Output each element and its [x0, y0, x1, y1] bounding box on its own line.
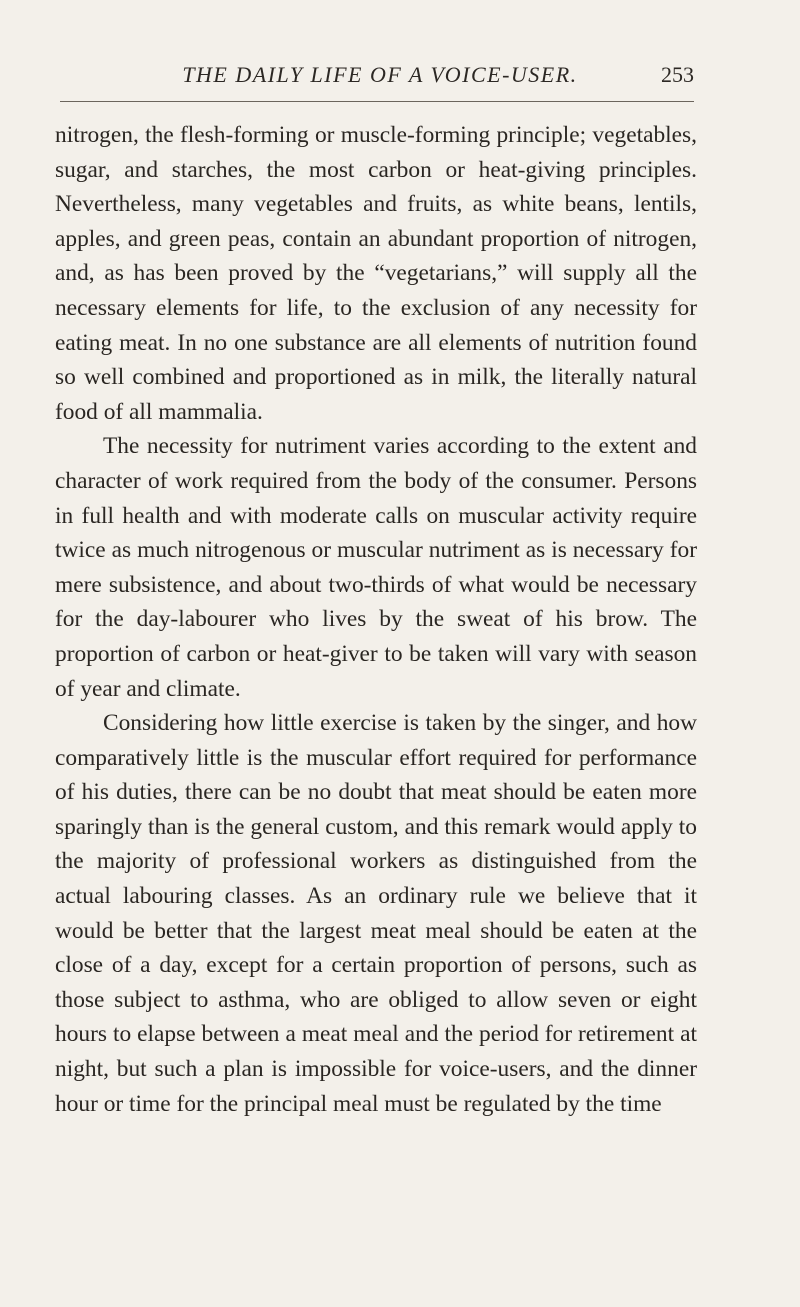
header-rule: [60, 101, 694, 102]
paragraph-singer: Considering how little exercise is taken by the singer, and how comparatively little is the muscular effort required for performance of his duties, there can be no doubt that meat should be eaten more sparingly than is the general custom, and this remark would apply to the majority of professional workers as distinguished from the actual labouring classes. As an ordinary rule we believe that it would be better that the largest meat meal should be eaten at the close of a day, except for a certain proportion of persons, such as those subject to asthma, who are obliged to allow seven or eight hours to elapse between a meat meal and the period for retirement at night, but such a plan is impossible for voice-users, and the dinner hour or time for the principal meal must be regulated by the time: [55, 710, 697, 1117]
page-number: 253: [661, 62, 694, 87]
running-head: [60, 62, 700, 96]
running-title: THE DAILY LIFE OF A VOICE-USER.: [182, 62, 578, 87]
body-text: [55, 118, 697, 1121]
paragraph-continued: nitrogen, the flesh-forming or muscle-forming principle; vegetables, sugar, and starches, the most carbon or heat-giving principles. Nevertheless, many vegetables and fruits, as white beans, lentils, apples, and green peas, contain an abundant proportion of nitrogen, and, as has been proved by the “vegetarians,” will supply all the necessary elements for life, to the exclusion of any necessity for eating meat. In no one substance are all elements of nutrition found so well combined and proportioned as in milk, the literally natural food of all mammalia.: [55, 122, 697, 425]
paragraph-nutriment: The necessity for nutriment varies according to the extent and character of work required from the body of the consumer. Persons in full health and with moderate calls on muscular activity require twice as much nitrogenous or muscular nutriment as is necessary for mere subsistence, and about two-thirds of what would be necessary for the day-labourer who lives by the sweat of his brow. The proportion of carbon or heat-giver to be taken will vary with season of year and climate.: [55, 433, 697, 702]
